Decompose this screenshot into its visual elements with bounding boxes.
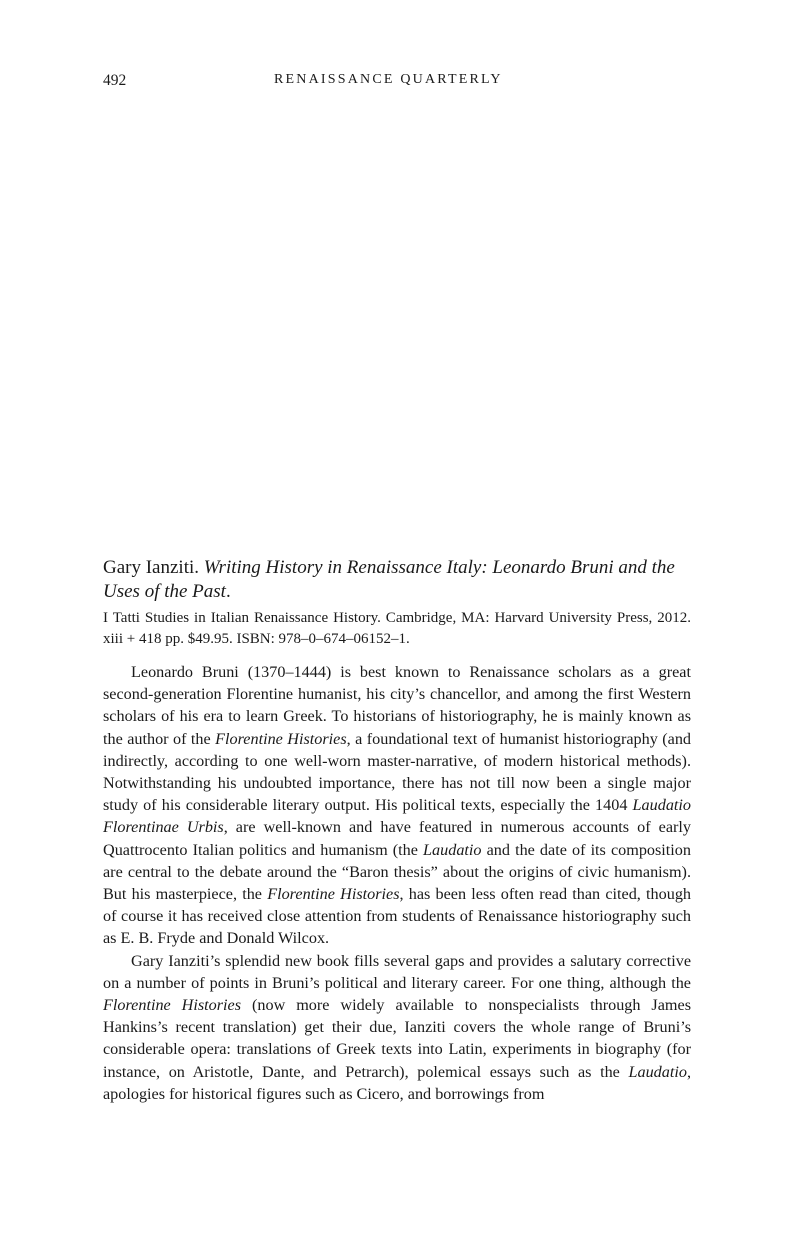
book-citation-title xyxy=(103,556,691,604)
book-title: Writing History in Renaissance Italy: Leonardo Bruni and the Uses of the Past xyxy=(103,557,675,602)
text-run: Leonardo Bruni (1370–1444) is best known to Renaissance scholars as a great second-generation Florentine humanist, his city’s chancellor, and among the first Western scholars of his era to learn Greek. To historians of historiography, he is mainly known as the author of the xyxy=(103,663,691,748)
italic-title: Laudatio xyxy=(423,840,482,859)
review-body xyxy=(103,661,691,1105)
book-review xyxy=(103,556,691,1105)
italic-title: Florentine Histories xyxy=(267,885,400,904)
journal-title: RENAISSANCE QUARTERLY xyxy=(274,72,503,87)
page-number: 492 xyxy=(103,72,127,89)
book-author: Gary Ianziti. xyxy=(103,557,200,578)
text-run: (now more widely available to nonspecialists through James Hankins’s recent translation) get their due, Ianziti covers the whole range of Bruni’s considerable opera: translations of Greek texts into Latin, experiments in biography (for instance, on Aristotle, Dante, and Petrarch), polemical essays such as the xyxy=(103,996,691,1081)
text-run: , are well-known and have featured in numerous accounts of early Quattrocento Italian politics and humanism (the xyxy=(103,818,691,859)
text-run: , apologies for historical figures such as Cicero, and borrowings from xyxy=(103,1062,691,1103)
paragraph-1 xyxy=(103,661,691,950)
text-run: , has been less often read than cited, though of course it has received close attention from students of Renaissance historiography such as E. B. Fryde and Donald Wilcox. xyxy=(103,885,692,948)
publication-details: I Tatti Studies in Italian Renaissance History. Cambridge, MA: Harvard University Press, 2012. xiii + 418 pp. $49.95. ISBN: 978–0–674–06152–1. xyxy=(103,610,691,647)
italic-title: Florentine Histories xyxy=(215,729,347,748)
text-run: Gary Ianziti’s splendid new book fills several gaps and provides a salutary corrective on a number of points in Bruni’s political and literary career. For one thing, although the xyxy=(103,951,691,992)
italic-title: Laudatio xyxy=(628,1062,687,1081)
paragraph-2 xyxy=(103,950,691,1105)
italic-title: Florentine Histories xyxy=(103,996,242,1015)
italic-title: Laudatio Florentinae Urbis xyxy=(103,796,691,837)
running-head xyxy=(103,72,691,94)
text-run: , a foundational text of humanist historiography (and indirectly, according to one well-worn master-narrative, of modern historical methods). Notwithstanding his undoubted importance, there has not till now been a single major study of his considerable literary output. His political texts, especially the 1404 xyxy=(103,729,692,815)
book-title-period: . xyxy=(225,581,231,602)
text-run: and the date of its composition are central to the debate around the “Baron thesis” about the origins of civic humanism). But his masterpiece, the xyxy=(103,840,691,904)
